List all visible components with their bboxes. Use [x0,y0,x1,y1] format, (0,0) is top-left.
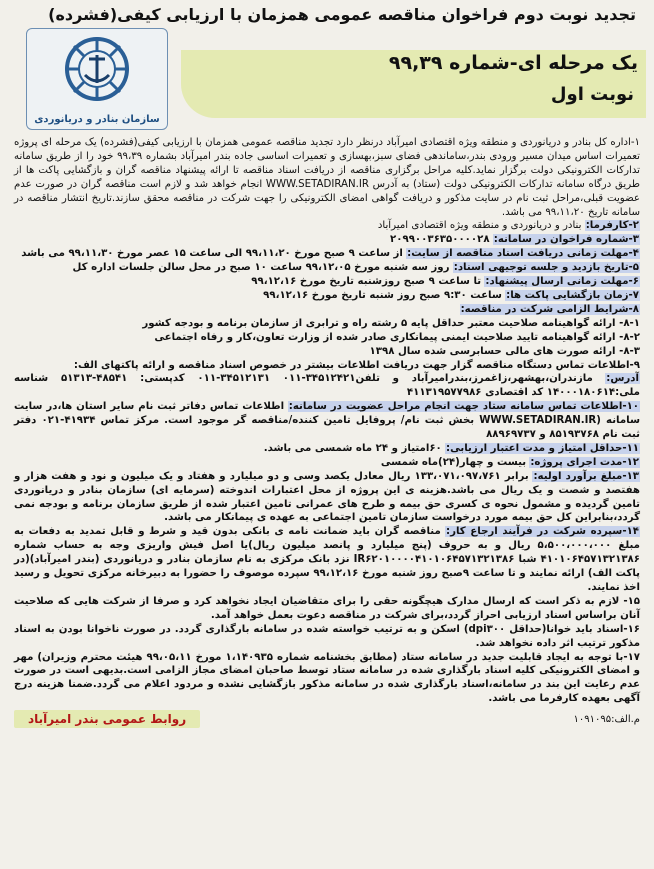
clause-6 [14,275,640,289]
address-text: مازندران،بهشهر،زاغمرز،بندرامیرآباد و تلفن۳۴۵۱۲۴۲۱-۰۱۱ ۳۴۵۱۲۱۳۱-۰۱۱ کدپستی: ۴۸۵۴۱-۵۱۳۱۳ شناسه ملی:۱۴۰۰۰۱۸۰۶۱۴ کد اقتصادی ۴۱۱۳۱۹۵۷۷۹۸۶ [14,373,640,399]
footer [8,710,646,728]
logo-caption: سازمان بنادر و دریانوردی [34,114,160,125]
clause-3 [14,233,640,247]
organization-logo [26,28,168,130]
clause-13 [14,470,640,526]
clause-10-label: ۱۰-اطلاعات تماس سامانه ستاد جهت انجام مراحل عضویت در سامانه: [288,401,639,413]
clause-4-text: از ساعت ۹ صبح مورخ ۹۹،۱۱،۲۰ الی ساعت ۱۵ عصر مورخ ۹۹،۱۱،۳۰ می باشد [21,248,403,260]
clause-3-label: ۳-شماره فراخوان در سامانه: [493,234,639,246]
clause-15: ۱۵- لازم به ذکر است که ارسال مدارک هیچگونه حقی را برای متقاضیان ایجاد نخواهد کرد و صرفا از شرکت هایی که صلاحیت آنان براساس اسناد ارزیابی احراز گردد،برای شرکت در مناقصه دعوت بعمل خواهد آمد. [14,595,640,621]
clause-11 [14,442,640,456]
clause-7-text: ساعت ۹:۳۰ صبح روز شنبه تاریخ مورخ ۹۹،۱۲،۱۶ [263,289,502,301]
ad-code: م.الف:۱۰۹۱۰۹۵ [573,713,640,725]
signature-public-relations: روابط عمومی بندر امیرآباد [14,710,200,728]
clause-11-text: ۶۰امتیاز و ۲۴ ماه شمسی می باشد. [263,442,442,454]
clause-6-text: تا ساعت ۹ صبح روزشنبه تاریخ مورخ ۹۹،۱۲،۱۶ [251,276,482,288]
anchor-icon [59,35,135,107]
notice-body [8,136,646,706]
clause-17: ۱۷-با توجه به ایجاد قابلیت جدید در سامانه ستاد (مطابق بخشنامه شماره ۱،۱۴۰۹۳۵ مورخ ۹۹،۰۵،۱۱ هیئت محترم وزیران) مهر و امضای الکترونیکی کلیه اسناد بارگذاری شده در سامانه ستاد توسط صاحبان امضای مجاز الزامی است.بدیهی است در صورت عدم رعایت این بند در سامانه،اسناد بارگذاری شده در سامانه مذکور بازگشایی نشده و مردود اعلام می گردد.ضمنا هزینه درج آگهی بعهده کارفرما می باشد. [14,651,640,705]
page-title: تجدید نوبت دوم فراخوان مناقصه عمومی همزمان با ارزیابی کیفی(فشرده) [48,5,636,24]
clause-12-text: بیست و چهار(۲۴)ماه شمسی [380,456,527,468]
clause-14-text: مناقصه گران باید ضمانت نامه ی بانکی بدون قید و شرط و قابل تمدید به دفعات به مبلغ ۵،۵۰۰،۰۰۰،۰۰۰ ریال و به حروف (پنج میلیارد و پانصد میلیون ریال)یا اصل فیش واریزی وجه به حساب شماره ۴۱۰۱۰۶۴۵۷۱۳۲۱۳۸۶ شبا IR۶۲۰۱۰۰۰۰۴۱۰۱۰۶۴۵۷۱۳۲۱۳۸۶ نزد بانک مرکزی به نام سازمان بنادر و دریانوردی (بندر امیرآباد)(در پاکت الف) ارائه نمایند و تا ساعت ۹صبح روز شنبه مورخ ۹۹،۱۲،۱۶ سپرده موصوف را حضورا به دبیرخانه مرکزی تحویل و رسید اخذ نمایند. [14,526,640,593]
clause-5 [14,261,640,275]
clause-10 [14,400,640,442]
clause-16: ۱۶-اسناد باید خوانا(حداقل dpi۳۰۰) اسکن و به ترتیب خواسته شده در سامانه بارگذاری گردد. در صورت ناخوانا بودن به اسناد مذکور ترتیب اثر داده نخواهد شد. [14,623,640,649]
clause-2-label: ۲-کارفرما: [585,220,639,232]
clause-7-label: ۷-زمان بازگشایی پاکت ها: [506,289,639,301]
clause-4-label: ۴-مهلت زمانی دریافت اسناد مناقصه از سایت: [407,248,639,260]
clause-8-1: ۸-۱- ارائه گواهینامه صلاحیت معتبر حداقل پایه ۵ رشته راه و ترابری از سازمان برنامه و بودجه کشور [142,317,640,329]
clause-12-label: ۱۲-مدت اجرای پروژه: [530,456,639,468]
clause-9-address [14,372,640,400]
clause-8-2: ۸-۲- ارائه گواهینامه تایید صلاحیت ایمنی پیمانکاری صادر شده از وزارت تعاون،کار و رفاه اجتماعی [154,331,640,343]
clause-7 [14,289,640,303]
clause-11-label: ۱۱-حداقل امتیاز و مدت اعتبار ارزیابی: [446,442,639,454]
clause-6-label: ۶-مهلت زمانی ارسال پیشنهاد: [485,276,639,288]
banner-line-1: یک مرحله ای-شماره ۹۹,۳۹ [388,52,638,74]
clause-8-3: ۸-۳- ارائه صورت های مالی حسابرسی شده سال ۱۳۹۸ [369,345,640,357]
clause-5-text: روز سه شنبه مورخ ۹۹،۱۲،۰۵ ساعت ۱۰ صبح در محل سالن جلسات اداره کل [72,262,450,274]
clause-9: ۹-اطلاعات تماس دستگاه مناقصه گزار جهت دریافت اطلاعات بیشتر در خصوص اسناد مناقصه و ارائه پاکتهای الف: [73,359,640,371]
clause-13-text: برابر ۱۳۳،۰۷۱،۰۹۷،۷۶۱ ریال معادل یکصد وسی و دو میلیارد و هفتاد و یک میلیون و نود و هفت هزار و هفتصد و شصت و یک ریال می باشد.هزینه ی این پروژه از محل اعتبارات اندوخته (سرمایه ای) سازمان بنادر و دریانوردی تامین گردیده و مشمول نحوه ی کسری حق بیمه و طرح های عمرانی تامین اعتبار شده از طریق سازمان برنامه و بودجه نمی گردد،بنابراین کل حق بیمه مورد درخواست سازمان تامین اجتماعی به عهده ی پیمانکار می باشد. [14,470,640,524]
clause-2 [14,219,640,233]
clause-8-label: ۸-شرایط الزامی شرکت در مناقصه: [460,303,639,315]
banner-line-2: نوبت اول [550,84,634,105]
clause-14 [14,525,640,595]
clause-13-label: ۱۳-مبلغ برآورد اولیه: [533,470,639,482]
title-banner [181,50,646,118]
clause-10-text: اطلاعات تماس دفاتر ثبت نام سایر استان ها،در سایت سامانه (WWW.SETADIRAN.IR بخش ثبت نام/ پروفایل تامین کننده/مناقصه گر موجود است. مرکز تماس ۴۱۹۳۴-۰۲۱ دفتر ثبت نام ۸۵۱۹۳۷۶۸ و ۸۸۹۶۹۷۳۷ [14,401,640,441]
clause-8 [14,303,640,317]
clause-5-label: ۵-تاریخ بازدید و جلسه توجیهی اسناد: [453,262,639,274]
clause-2-text: بنادر و دریانوردی و منطقه ویژه اقتصادی امیرآباد [377,220,582,232]
clause-12 [14,456,640,470]
clause-1: ۱-اداره کل بنادر و دریانوردی و منطقه ویژه اقتصادی امیرآباد درنظر دارد تجدید مناقصه عمومی همزمان با ارزیابی کیفی(فشرده) یک مرحله ای پروژه تعمیرات اساس میدان مسیر ورودی بندر،ساماندهی فضای سبز،بهسازی و تعمیرات اساسی جاده بندر امیرآباد بشماره ۹۹،۳۹ خود را از طریق سامانه تدارکات الکترونیکی دولت برگزار نماید.کلیه مراحل برگزاری مناقصه از دریافت اسناد مناقصه تا ارائه پیشنهاد مناقصه گران و بازگشایی پاکت ها از طریق درگاه سامانه تدارکات الکترونیکی دولت (ستاد) به آدرس WWW.SETADIRAN.IR انجام خواهد شد و لازم است مناقصه گران در صورت عدم عضویت قبلی،مراحل ثبت نام در سایت مذکور و دریافت گواهی امضای الکترونیکی را جهت شرکت در مناقصه محقق سازند.تاریخ انتشار مناقصه در سامانه تاریخ ۹۹،۱۱،۲۰ می باشد. [14,137,641,218]
clause-4 [14,247,640,261]
address-label: آدرس: [606,373,639,385]
clause-3-text: ۲۰۹۹۰۰۳۶۳۵۰۰۰۰۲۸ [390,234,490,246]
clause-14-label: ۱۴-سپرده شرکت در فرآیند ارجاع کار: [446,526,639,538]
header [8,28,646,125]
